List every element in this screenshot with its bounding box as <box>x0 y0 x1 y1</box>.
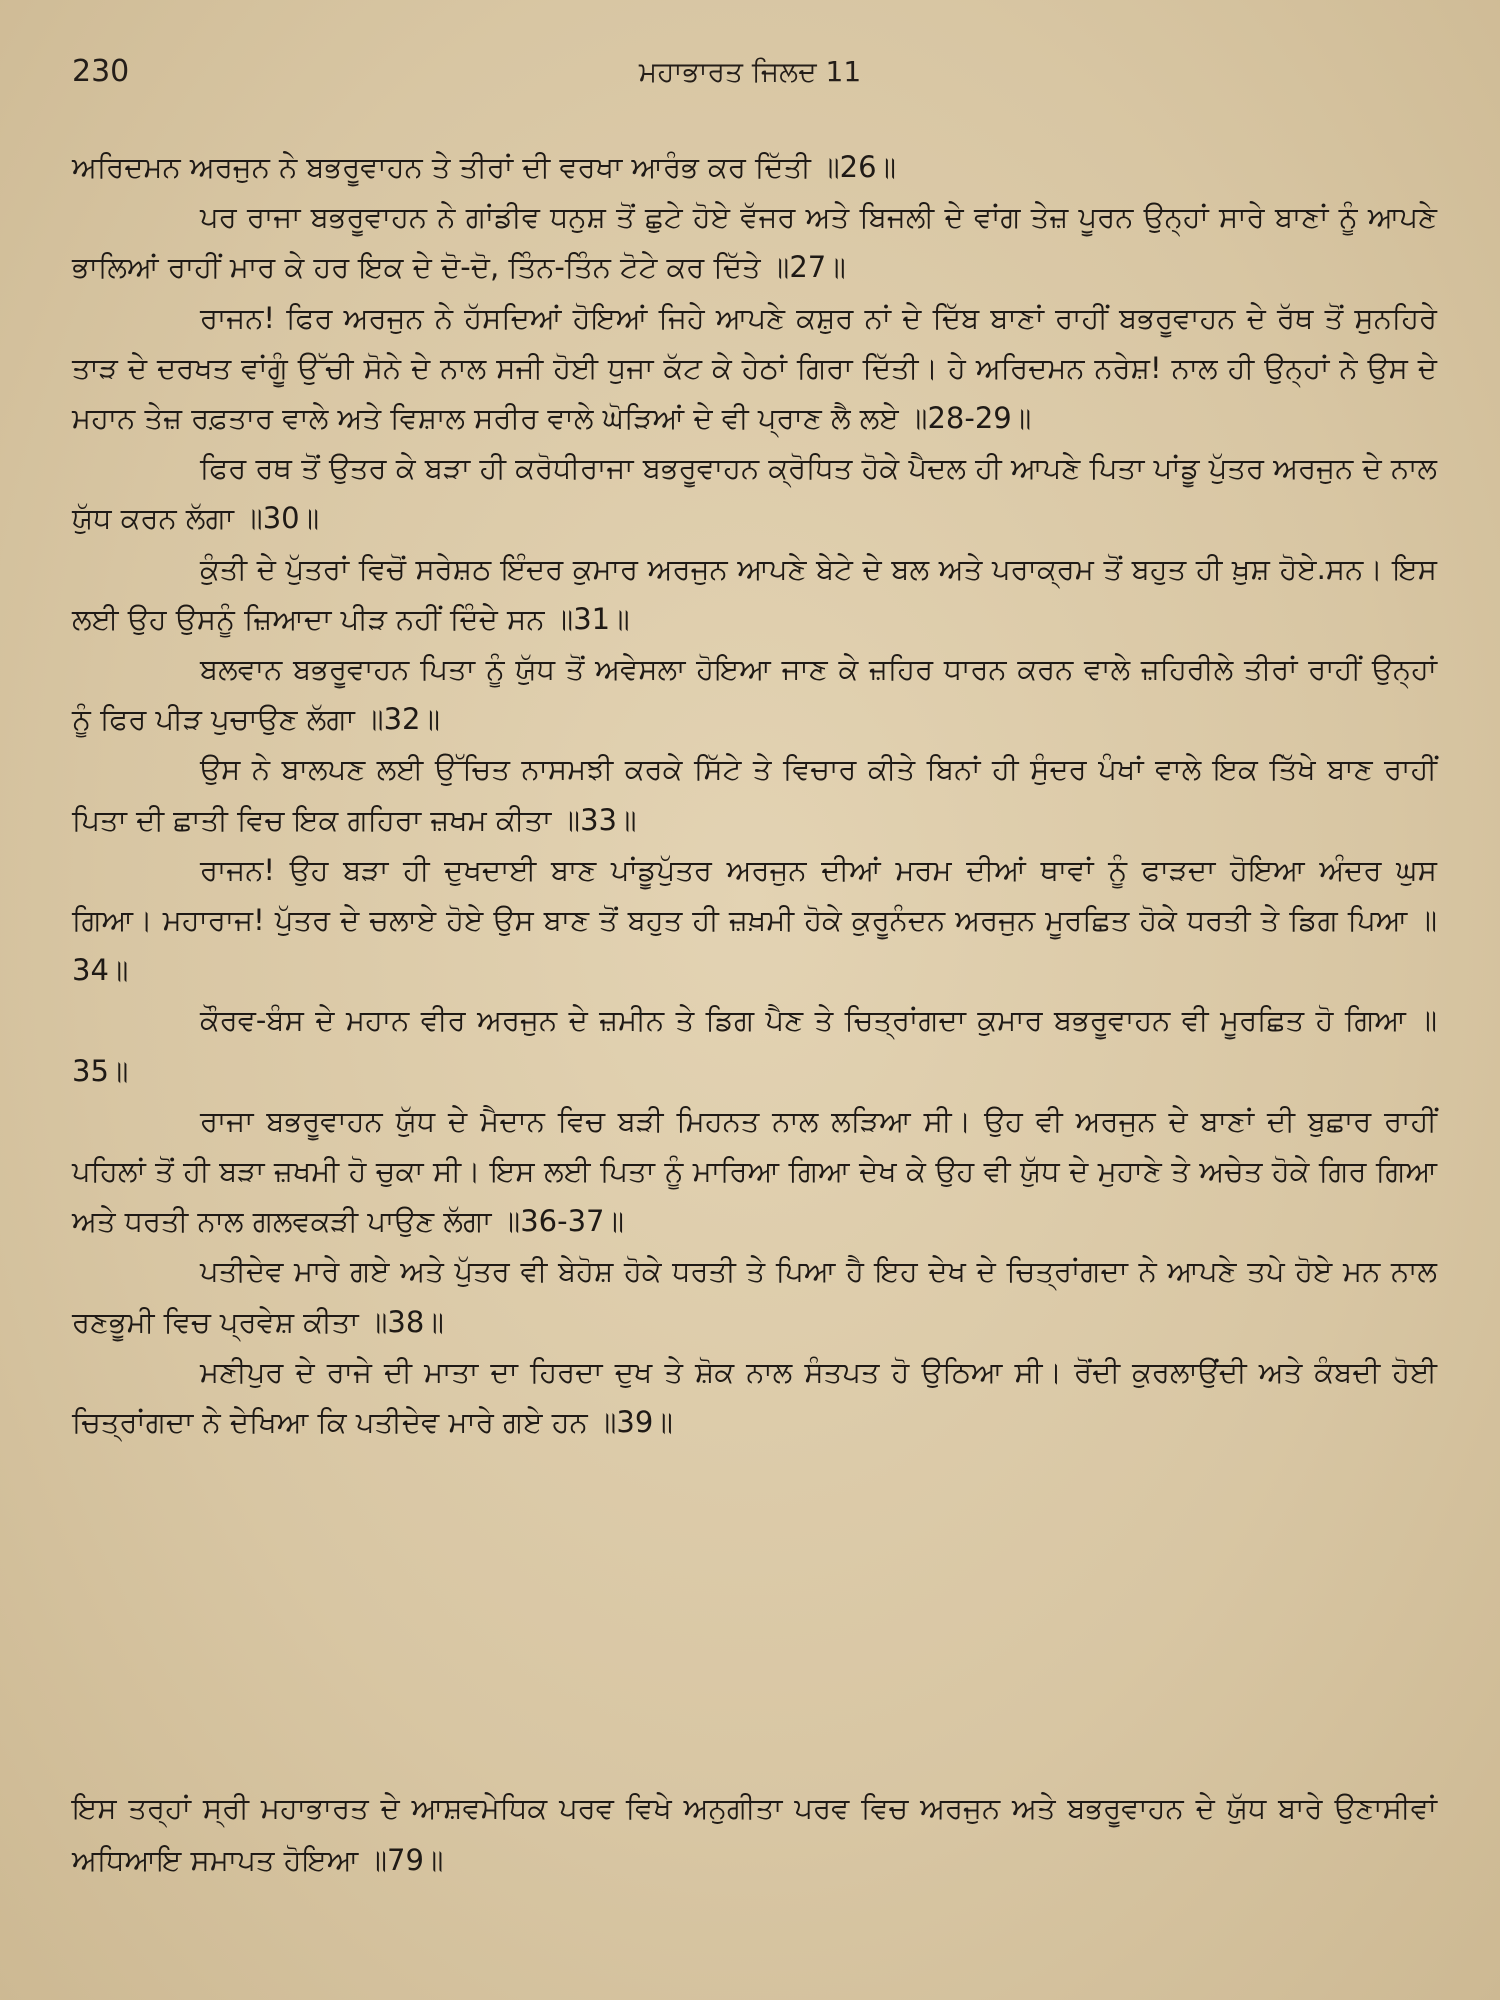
paragraph: ਬਲਵਾਨ ਬਭਰੂਵਾਹਨ ਪਿਤਾ ਨੂੰ ਯੁੱਧ ਤੋਂ ਅਵੇਸਲਾ ਹੋਇਆ ਜਾਣ ਕੇ ਜ਼ਹਿਰ ਧਾਰਨ ਕਰਨ ਵਾਲੇ ਜ਼ਹਿਰੀਲੇ ਤੀਰਾਂ ਰਾਹੀਂ ਉਨ੍ਹਾਂ ਨੂੰ ਫਿਰ ਪੀੜ ਪੁਚਾਉਣ ਲੱਗਾ ॥32॥ <box>72 652 1437 737</box>
colophon-text: ਇਸ ਤਰ੍ਹਾਂ ਸ੍ਰੀ ਮਹਾਭਾਰਤ ਦੇ ਆਸ਼ਵਮੇਧਿਕ ਪਰਵ ਵਿਖੇ ਅਨੁਗੀਤਾ ਪਰਵ ਵਿਚ ਅਰਜੁਨ ਅਤੇ ਬਭਰੂਵਾਹਨ ਦੇ ਯੁੱਧ ਬਾਰੇ ਉਣਾਸੀਵਾਂ ਅਧਿਆਇ ਸਮਾਪਤ ਹੋਇਆ ॥79॥ <box>72 1791 1437 1877</box>
body-text <box>72 142 1437 1447</box>
paragraph: ਅਰਿਦਮਨ ਅਰਜੁਨ ਨੇ ਬਭਰੂਵਾਹਨ ਤੇ ਤੀਰਾਂ ਦੀ ਵਰਖਾ ਆਰੰਭ ਕਰ ਦਿੱਤੀ ॥26॥ <box>72 150 897 184</box>
page-header <box>72 52 1428 92</box>
paragraph: ਕੁੰਤੀ ਦੇ ਪੁੱਤਰਾਂ ਵਿਚੋਂ ਸਰੇਸ਼ਠ ਇੰਦਰ ਕੁਮਾਰ ਅਰਜੁਨ ਆਪਣੇ ਬੇਟੇ ਦੇ ਬਲ ਅਤੇ ਪਰਾਕ੍ਰਮ ਤੋਂ ਬਹੁਤ ਹੀ ਖ਼ੁਸ਼ ਹੋਏ.ਸਨ। ਇਸ ਲਈ ਉਹ ਉਸਨੂੰ ਜ਼ਿਆਦਾ ਪੀੜ ਨਹੀਂ ਦਿੰਦੇ ਸਨ ॥31॥ <box>72 551 1437 636</box>
paragraph: ਰਾਜਨ! ਫਿਰ ਅਰਜੁਨ ਨੇ ਹੱਸਦਿਆਂ ਹੋਇਆਂ ਜਿਹੇ ਆਪਣੇ ਕਸ਼ੁਰ ਨਾਂ ਦੇ ਦਿੱਬ ਬਾਣਾਂ ਰਾਹੀਂ ਬਭਰੂਵਾਹਨ ਦੇ ਰੱਥ ਤੋਂ ਸੁਨਹਿਰੇ ਤਾੜ ਦੇ ਦਰਖਤ ਵਾਂਗੂੰ ਉੱਚੀ ਸੋਨੇ ਦੇ ਨਾਲ ਸਜੀ ਹੋਈ ਧੁਜਾ ਕੱਟ ਕੇ ਹੇਠਾਂ ਗਿਰਾ ਦਿੱਤੀ। ਹੇ ਅਰਿਦਮਨ ਨਰੇਸ਼! ਨਾਲ ਹੀ ਉਨ੍ਹਾਂ ਨੇ ਉਸ ਦੇ ਮਹਾਨ ਤੇਜ਼ ਰਫ਼ਤਾਰ ਵਾਲੇ ਅਤੇ ਵਿਸ਼ਾਲ ਸਰੀਰ ਵਾਲੇ ਘੋੜਿਆਂ ਦੇ ਵੀ ਪ੍ਰਾਣ ਲੈ ਲਏ ॥28-29॥ <box>72 300 1437 436</box>
paragraph: ਮਣੀਪੁਰ ਦੇ ਰਾਜੇ ਦੀ ਮਾਤਾ ਦਾ ਹਿਰਦਾ ਦੁਖ ਤੇ ਸ਼ੋਕ ਨਾਲ ਸੰਤਪਤ ਹੋ ਉਠਿਆ ਸੀ। ਰੋਂਦੀ ਕੁਰਲਾਉਂਦੀ ਅਤੇ ਕੰਬਦੀ ਹੋਈ ਚਿਤ੍ਰਾਂਗਦਾ ਨੇ ਦੇਖਿਆ ਕਿ ਪਤੀਦੇਵ ਮਾਰੇ ਗਏ ਹਨ ॥39॥ <box>72 1354 1437 1440</box>
page-number: 230 <box>72 54 130 89</box>
paragraph: ਰਾਜਨ! ਉਹ ਬੜਾ ਹੀ ਦੁਖਦਾਈ ਬਾਣ ਪਾਂਡੂਪੁੱਤਰ ਅਰਜੁਨ ਦੀਆਂ ਮਰਮ ਦੀਆਂ ਥਾਵਾਂ ਨੂੰ ਫਾੜਦਾ ਹੋਇਆ ਅੰਦਰ ਘੁਸ ਗਿਆ। ਮਹਾਰਾਜ! ਪੁੱਤਰ ਦੇ ਚਲਾਏ ਹੋਏ ਉਸ ਬਾਣ ਤੋਂ ਬਹੁਤ ਹੀ ਜ਼ਖ਼ਮੀ ਹੋਕੇ ਕੁਰੂਨੰਦਨ ਅਰਜੁਨ ਮੂਰਛਿਤ ਹੋਕੇ ਧਰਤੀ ਤੇ ਡਿਗ ਪਿਆ ॥34॥ <box>72 852 1437 988</box>
paragraph: ਪਰ ਰਾਜਾ ਬਭਰੂਵਾਹਨ ਨੇ ਗਾਂਡੀਵ ਧਨੁਸ਼ ਤੋਂ ਛੁਟੇ ਹੋਏ ਵੱਜਰ ਅਤੇ ਬਿਜਲੀ ਦੇ ਵਾਂਗ ਤੇਜ਼ ਪੂਰਨ ਉਨ੍ਹਾਂ ਸਾਰੇ ਬਾਣਾਂ ਨੂੰ ਆਪਣੇ ਭਾਲਿਆਂ ਰਾਹੀਂ ਮਾਰ ਕੇ ਹਰ ਇਕ ਦੇ ਦੋ-ਦੋ, ਤਿੰਨ-ਤਿੰਨ ਟੋਟੇ ਕਰ ਦਿੱਤੇ ॥27॥ <box>72 200 1437 285</box>
paragraph: ਕੌਰਵ-ਬੰਸ ਦੇ ਮਹਾਨ ਵੀਰ ਅਰਜੁਨ ਦੇ ਜ਼ਮੀਨ ਤੇ ਡਿਗ ਪੈਣ ਤੇ ਚਿਤ੍ਰਾਂਗਦਾ ਕੁਮਾਰ ਬਭਰੂਵਾਹਨ ਵੀ ਮੂਰਛਿਤ ਹੋ ਗਿਆ ॥35॥ <box>72 1003 1437 1088</box>
paragraph: ਰਾਜਾ ਬਭਰੂਵਾਹਨ ਯੁੱਧ ਦੇ ਮੈਦਾਨ ਵਿਚ ਬੜੀ ਮਿਹਨਤ ਨਾਲ ਲੜਿਆ ਸੀ। ਉਹ ਵੀ ਅਰਜੁਨ ਦੇ ਬਾਣਾਂ ਦੀ ਬੁਛਾਰ ਰਾਹੀਂ ਪਹਿਲਾਂ ਤੋਂ ਹੀ ਬੜਾ ਜ਼ਖਮੀ ਹੋ ਚੁਕਾ ਸੀ। ਇਸ ਲਈ ਪਿਤਾ ਨੂੰ ਮਾਰਿਆ ਗਿਆ ਦੇਖ ਕੇ ਉਹ ਵੀ ਯੁੱਧ ਦੇ ਮੁਹਾਣੇ ਤੇ ਅਚੇਤ ਹੋਕੇ ਗਿਰ ਗਿਆ ਅਤੇ ਧਰਤੀ ਨਾਲ ਗਲਵਕੜੀ ਪਾਉਣ ਲੱਗਾ ॥36-37॥ <box>72 1103 1437 1239</box>
paragraph: ਪਤੀਦੇਵ ਮਾਰੇ ਗਏ ਅਤੇ ਪੁੱਤਰ ਵੀ ਬੇਹੋਸ਼ ਹੋਕੇ ਧਰਤੀ ਤੇ ਪਿਆ ਹੈ ਇਹ ਦੇਖ ਦੇ ਚਿਤ੍ਰਾਂਗਦਾ ਨੇ ਆਪਣੇ ਤਪੇ ਹੋਏ ਮਨ ਨਾਲ ਰਣਭੂਮੀ ਵਿਚ ਪ੍ਰਵੇਸ਼ ਕੀਤਾ ॥38॥ <box>72 1254 1437 1339</box>
paragraph: ਉਸ ਨੇ ਬਾਲਪਣ ਲਈ ਉੱਚਿਤ ਨਾਸਮਝੀ ਕਰਕੇ ਸਿੱਟੇ ਤੇ ਵਿਚਾਰ ਕੀਤੇ ਬਿਨਾਂ ਹੀ ਸੁੰਦਰ ਪੰਖਾਂ ਵਾਲੇ ਇਕ ਤਿੱਖੇ ਬਾਣ ਰਾਹੀਂ ਪਿਤਾ ਦੀ ਛਾਤੀ ਵਿਚ ਇਕ ਗਹਿਰਾ ਜ਼ਖਮ ਕੀਤਾ ॥33॥ <box>72 752 1437 837</box>
chapter-colophon <box>72 1782 1437 1886</box>
paragraph: ਫਿਰ ਰਥ ਤੋਂ ਉਤਰ ਕੇ ਬੜਾ ਹੀ ਕਰੋਧੀਰਾਜਾ ਬਭਰੂਵਾਹਨ ਕ੍ਰੋਧਿਤ ਹੋਕੇ ਪੈਦਲ ਹੀ ਆਪਣੇ ਪਿਤਾ ਪਾਂਡੂ ਪੁੱਤਰ ਅਰਜੁਨ ਦੇ ਨਾਲ ਯੁੱਧ ਕਰਨ ਲੱਗਾ ॥30॥ <box>72 451 1437 536</box>
running-title: ਮਹਾਭਾਰਤ ਜਿਲਦ 11 <box>638 55 862 88</box>
